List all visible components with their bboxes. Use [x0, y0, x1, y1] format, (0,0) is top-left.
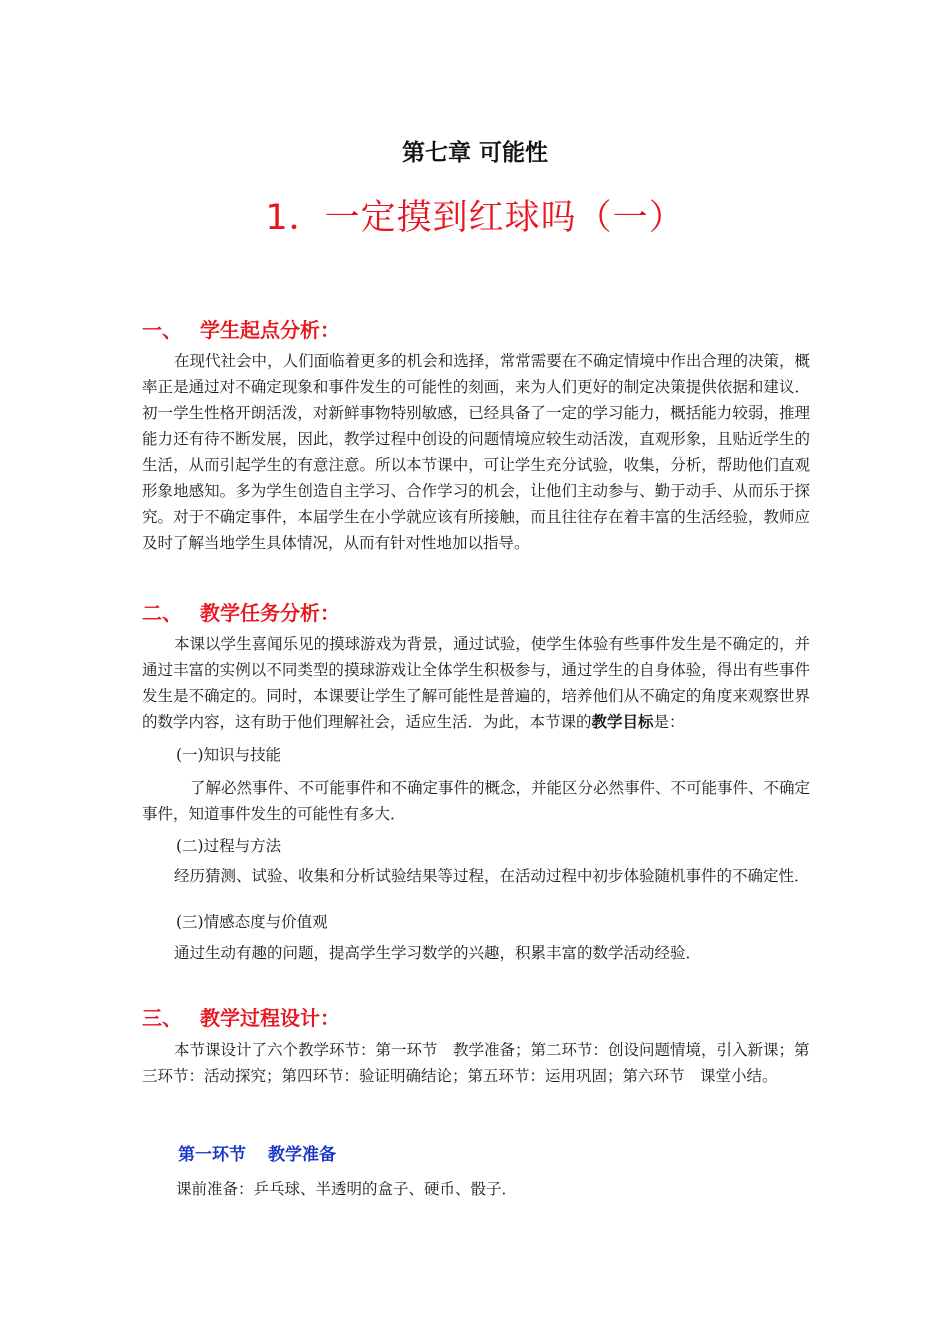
section1-paragraph: 在现代社会中，人们面临着更多的机会和选择，常常需要在不确定情境中作出合理的决策，概率正是通过对不确定现象和事件发生的可能性的刻画，来为人们更好的制定决策提供依据和建议．初一学生性格开朗活泼，对新鲜事物特别敏感，已经具备了一定的学习能力，概括能力较弱，推理能力还有待不断发展，因此，教学过程中创设的问题情境应较生动活泼，直观形象，且贴近学生的生活，从而引起学生的有意注意。所以本节课中，可让学生充分试验，收集，分析，帮助他们直观形象地感知。多为学生创造自主学习、合作学习的机会，让他们主动参与、勤于动手、从而乐于探究。对于不确定事件，本届学生在小学就应该有所接触，而且往往存在着丰富的生活经验，教师应及时了解当地学生具体情况，从而有针对性地加以指导。: [142, 352, 810, 552]
section3-paragraph: 本节课设计了六个教学环节：第一环节 教学准备；第二环节：创设问题情境，引入新课；第三环节：活动探究；第四环节：验证明确结论；第五环节：运用巩固；第六环节 课堂小结。: [142, 1041, 810, 1085]
teaching-goal-keyword: 教学目标: [591, 713, 654, 731]
goal2-text: 经历猜测、试验、收集和分析试验结果等过程，在活动过程中初步体验随机事件的不确定性．: [174, 867, 810, 885]
section-number: 三、: [142, 1006, 182, 1030]
section-heading-3: [142, 1002, 340, 1031]
goal1-text: 了解必然事件、不可能事件和不确定事件的概念，并能区分必然事件、不可能事件、不确定事件，知道事件发生的可能性有多大．: [142, 779, 811, 823]
section-title: 学生起点分析：: [200, 318, 340, 342]
section-number: 一、: [142, 318, 182, 342]
section-heading-2: [142, 597, 340, 626]
section-title: 教学任务分析：: [200, 601, 340, 625]
section-heading-1: [142, 314, 340, 343]
section2-paragraph-tail: 是：: [653, 713, 685, 731]
section2-paragraph-main: 本课以学生喜闻乐见的摸球游戏为背景，通过试验，使学生体验有些事件发生是不确定的，并通过丰富的实例以不同类型的摸球游戏让全体学生积极参与，通过学生的自身体验，得出有些事件发生是不确定的。同时，本课要让学生了解可能性是普遍的，培养他们从不确定的角度来观察世界的数学内容，这有助于他们理解社会，适应生活．为此，本节课的: [142, 635, 810, 731]
prep-text: 课前准备：乒乓球、半透明的盒子、硬币、骰子．: [176, 1180, 518, 1198]
goal1-heading: (一)知识与技能: [176, 746, 282, 764]
section-title: 教学过程设计：: [200, 1006, 340, 1030]
goal3-heading: (三)情感态度与价值观: [176, 913, 328, 931]
goal2-heading: (二)过程与方法: [176, 837, 282, 855]
lesson-title: 1．一定摸到红球吗（一）: [265, 198, 685, 238]
stage1-heading: [178, 1140, 336, 1165]
section-number: 二、: [142, 601, 182, 625]
stage-title: 教学准备: [268, 1145, 336, 1165]
chapter-title: 第七章 可能性: [401, 140, 548, 166]
stage-label: 第一环节: [178, 1145, 246, 1165]
goal3-text: 通过生动有趣的问题，提高学生学习数学的兴趣，积累丰富的数学活动经验．: [174, 944, 702, 962]
section2-paragraph: [142, 631, 810, 735]
